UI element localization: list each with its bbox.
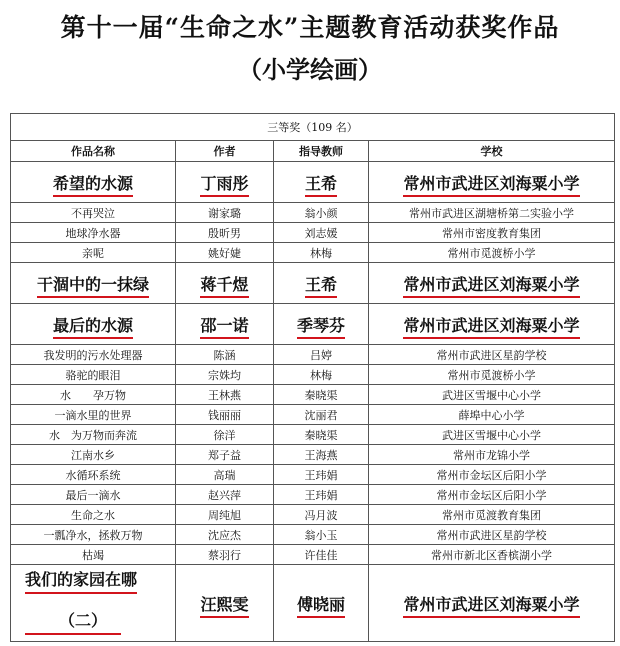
table-row bbox=[11, 385, 615, 405]
work-title-cell: 亲呢 bbox=[11, 243, 176, 263]
work-title-cell: 水 为万物而奔流 bbox=[11, 425, 176, 445]
author-cell: 陈涵 bbox=[176, 345, 274, 365]
underlined-text: 季琴芬 bbox=[297, 316, 345, 339]
table-row bbox=[11, 162, 615, 203]
teacher-cell: 林梅 bbox=[274, 365, 369, 385]
work-title-cell bbox=[11, 304, 176, 345]
school-cell bbox=[369, 304, 615, 345]
school-cell: 常州市金坛区后阳小学 bbox=[369, 465, 615, 485]
header-teacher: 指导教师 bbox=[274, 141, 369, 162]
teacher-cell: 王海燕 bbox=[274, 445, 369, 465]
author-cell: 姚好婕 bbox=[176, 243, 274, 263]
teacher-cell: 沈丽君 bbox=[274, 405, 369, 425]
author-cell: 沈应杰 bbox=[176, 525, 274, 545]
work-title-cell: 江南水乡 bbox=[11, 445, 176, 465]
school-cell bbox=[369, 162, 615, 203]
work-title-cell: 一瓢净水，拯救万物 bbox=[11, 525, 176, 545]
work-title-cell: 地球净水器 bbox=[11, 223, 176, 243]
school-cell bbox=[369, 565, 615, 642]
table-row bbox=[11, 445, 615, 465]
table-row bbox=[11, 465, 615, 485]
author-cell: 周纯旭 bbox=[176, 505, 274, 525]
school-cell: 武进区雪堰中心小学 bbox=[369, 385, 615, 405]
work-title-cell: 水循环系统 bbox=[11, 465, 176, 485]
work-title-cell bbox=[11, 263, 176, 304]
page-subtitle: （小学绘画） bbox=[238, 55, 382, 84]
table-row bbox=[11, 304, 615, 345]
author-cell: 殷昕男 bbox=[176, 223, 274, 243]
work-title-stack bbox=[25, 568, 137, 638]
work-title-cell: 最后一滴水 bbox=[11, 485, 176, 505]
school-cell: 常州市觅渡桥小学 bbox=[369, 365, 615, 385]
header-author: 作者 bbox=[176, 141, 274, 162]
author-cell: 谢家璐 bbox=[176, 203, 274, 223]
underlined-text: 常州市武进区刘海粟小学 bbox=[403, 595, 579, 618]
underlined-text: 干涸中的一抹绿 bbox=[37, 275, 149, 298]
underlined-text: 汪熙雯 bbox=[200, 595, 248, 618]
table-row bbox=[11, 263, 615, 304]
author-cell: 宗姝均 bbox=[176, 365, 274, 385]
underlined-text: 希望的水源 bbox=[53, 174, 133, 197]
underlined-text: 我们的家园在哪 bbox=[25, 568, 137, 594]
author-cell: 赵兴萍 bbox=[176, 485, 274, 505]
underlined-text: （二） bbox=[25, 609, 121, 635]
awards-table bbox=[10, 113, 615, 642]
author-cell: 高瑞 bbox=[176, 465, 274, 485]
underlined-text: 常州市武进区刘海粟小学 bbox=[403, 316, 579, 339]
underlined-text: 常州市武进区刘海粟小学 bbox=[403, 174, 579, 197]
school-cell: 常州市觅渡教育集团 bbox=[369, 505, 615, 525]
author-cell bbox=[176, 162, 274, 203]
table-row bbox=[11, 223, 615, 243]
table-row bbox=[11, 365, 615, 385]
work-title-cell: 我发明的污水处理器 bbox=[11, 345, 176, 365]
school-cell: 常州市武进区湖塘桥第二实验小学 bbox=[369, 203, 615, 223]
teacher-cell: 王玮娟 bbox=[274, 465, 369, 485]
teacher-cell: 翁小玉 bbox=[274, 525, 369, 545]
teacher-cell: 刘志媛 bbox=[274, 223, 369, 243]
table-row bbox=[11, 525, 615, 545]
teacher-cell: 秦晓渠 bbox=[274, 385, 369, 405]
school-cell: 常州市新北区香槟湖小学 bbox=[369, 545, 615, 565]
author-cell bbox=[176, 304, 274, 345]
table-row bbox=[11, 203, 615, 223]
page-title: 第十一届“生命之水”主题教育活动获奖作品 bbox=[60, 13, 560, 42]
work-title-cell: 枯竭 bbox=[11, 545, 176, 565]
teacher-cell: 秦晓渠 bbox=[274, 425, 369, 445]
teacher-cell bbox=[274, 304, 369, 345]
work-title-cell: 一滴水里的世界 bbox=[11, 405, 176, 425]
teacher-cell: 翁小颜 bbox=[274, 203, 369, 223]
school-cell: 常州市龙锦小学 bbox=[369, 445, 615, 465]
work-title-cell bbox=[11, 162, 176, 203]
work-title-cell: 水 孕万物 bbox=[11, 385, 176, 405]
school-cell: 常州市武进区星韵学校 bbox=[369, 525, 615, 545]
work-title-cell: 生命之水 bbox=[11, 505, 176, 525]
underlined-text: 王希 bbox=[305, 174, 337, 197]
author-cell: 郑子益 bbox=[176, 445, 274, 465]
underlined-text: 常州市武进区刘海粟小学 bbox=[403, 275, 579, 298]
table-row bbox=[11, 485, 615, 505]
work-title-cell: 不再哭泣 bbox=[11, 203, 176, 223]
teacher-cell: 许佳佳 bbox=[274, 545, 369, 565]
school-cell: 武进区雪堰中心小学 bbox=[369, 425, 615, 445]
school-cell: 薛埠中心小学 bbox=[369, 405, 615, 425]
school-cell: 常州市武进区星韵学校 bbox=[369, 345, 615, 365]
teacher-cell bbox=[274, 565, 369, 642]
teacher-cell: 冯月波 bbox=[274, 505, 369, 525]
teacher-cell: 吕婷 bbox=[274, 345, 369, 365]
table-row bbox=[11, 545, 615, 565]
award-level-row bbox=[11, 114, 615, 141]
table-row bbox=[11, 243, 615, 263]
author-cell: 钱丽丽 bbox=[176, 405, 274, 425]
underlined-text: 蒋千煜 bbox=[200, 275, 248, 298]
underlined-text: 邵一诺 bbox=[200, 316, 248, 339]
underlined-text: 丁雨彤 bbox=[200, 174, 248, 197]
underlined-text: 王希 bbox=[305, 275, 337, 298]
award-level: 三等奖（109 名） bbox=[11, 114, 615, 141]
header-school: 学校 bbox=[369, 141, 615, 162]
school-cell: 常州市密度教育集团 bbox=[369, 223, 615, 243]
author-cell: 蔡羽行 bbox=[176, 545, 274, 565]
teacher-cell: 王玮娟 bbox=[274, 485, 369, 505]
author-cell: 徐洋 bbox=[176, 425, 274, 445]
author-cell: 王林燕 bbox=[176, 385, 274, 405]
table-row bbox=[11, 565, 615, 642]
table-header-row bbox=[11, 141, 615, 162]
author-cell bbox=[176, 565, 274, 642]
school-cell: 常州市金坛区后阳小学 bbox=[369, 485, 615, 505]
school-cell: 常州市觅渡桥小学 bbox=[369, 243, 615, 263]
work-title-cell: 骆驼的眼泪 bbox=[11, 365, 176, 385]
teacher-cell bbox=[274, 263, 369, 304]
underlined-text: 傅晓丽 bbox=[297, 595, 345, 618]
table-row bbox=[11, 425, 615, 445]
school-cell bbox=[369, 263, 615, 304]
header-work: 作品名称 bbox=[11, 141, 176, 162]
work-title-cell bbox=[11, 565, 176, 642]
teacher-cell: 林梅 bbox=[274, 243, 369, 263]
underlined-text: 最后的水源 bbox=[53, 316, 133, 339]
table-row bbox=[11, 405, 615, 425]
author-cell bbox=[176, 263, 274, 304]
teacher-cell bbox=[274, 162, 369, 203]
table-row bbox=[11, 345, 615, 365]
table-row bbox=[11, 505, 615, 525]
